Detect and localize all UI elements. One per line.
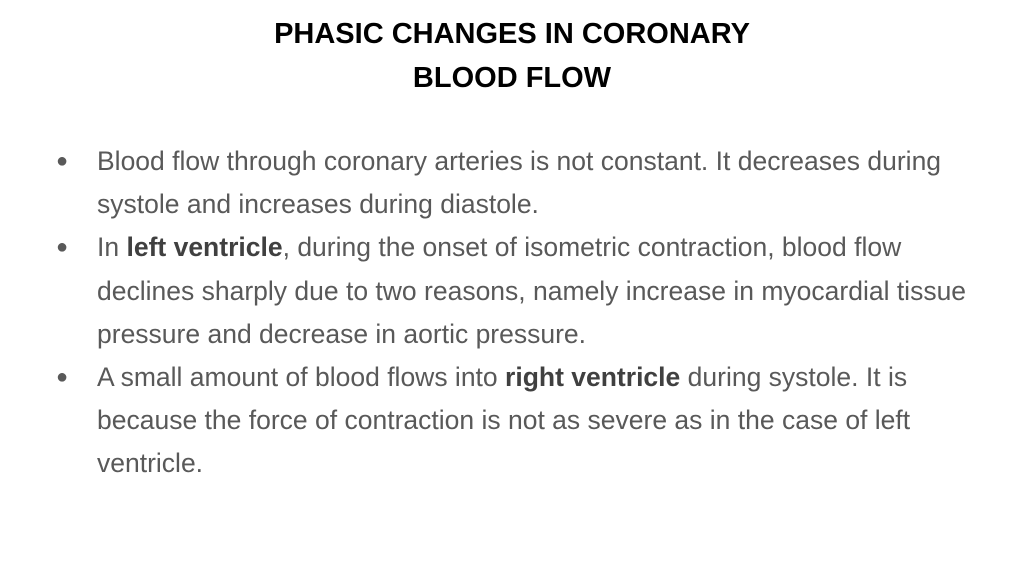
bullet-text-bold: right ventricle xyxy=(505,362,681,393)
bullet-text-pre: In xyxy=(97,232,127,263)
bullet-item-3 xyxy=(52,356,972,486)
bullet-icon: ● xyxy=(55,366,69,389)
bullet-icon: ● xyxy=(55,236,69,259)
bullet-text-bold: left ventricle xyxy=(126,232,283,263)
title-line-1: PHASIC CHANGES IN CORONARY xyxy=(274,18,750,50)
bullet-text-post: during systole. It is because the force of contraction is not as severe as in the case of left ventricle. xyxy=(97,362,911,479)
bullet-icon: ● xyxy=(55,150,69,172)
bullet-text-post: , during the onset of isometric contraction, blood flow declines sharply due to two reasons, namely increase in myocardial tissue pressure and decrease in aortic pressure. xyxy=(97,232,967,349)
bullet-text: Blood flow through coronary arteries is not constant. It decreases during systole and increases during diastole. xyxy=(97,146,942,220)
bullet-text-pre: A small amount of blood flows into xyxy=(97,362,506,393)
bullet-item-2 xyxy=(52,226,972,356)
slide-title xyxy=(0,12,1024,100)
bullet-list xyxy=(52,140,972,486)
bullet-item-1 xyxy=(52,140,972,226)
title-line-2: BLOOD FLOW xyxy=(412,62,612,94)
